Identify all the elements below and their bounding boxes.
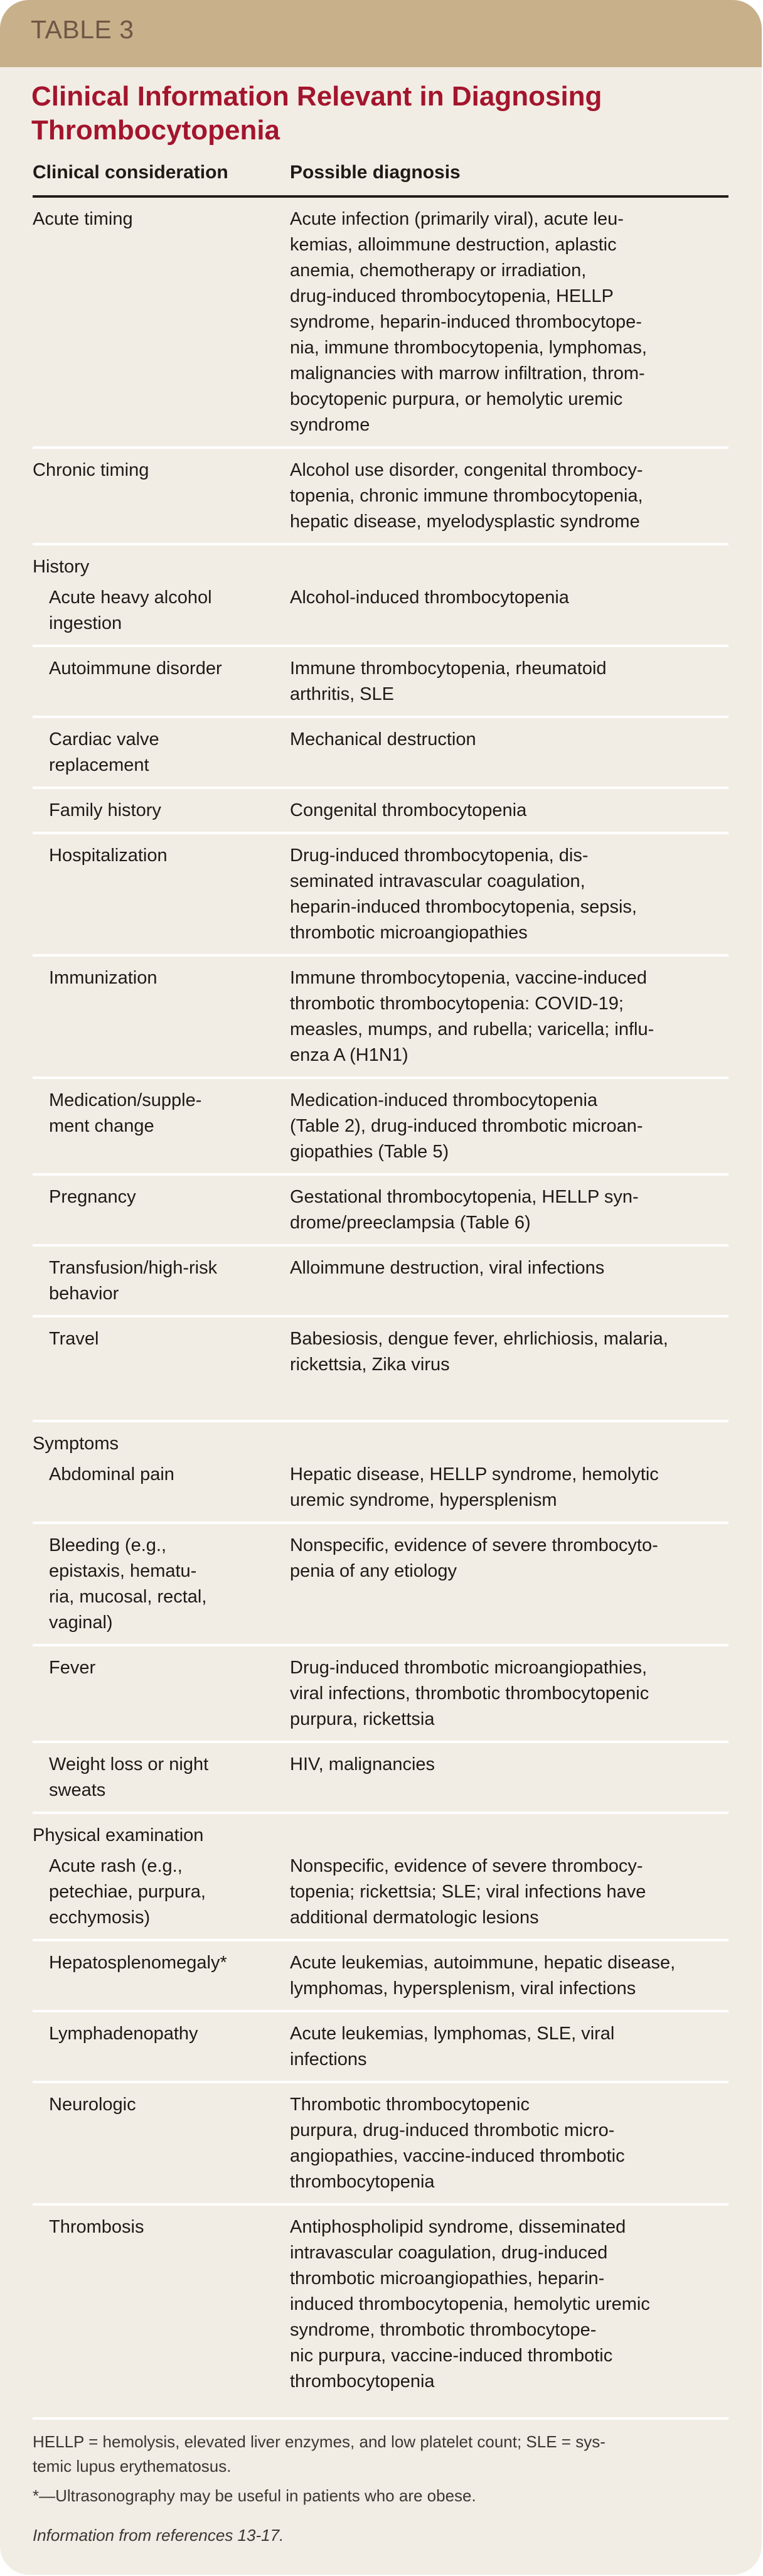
diagnosis-line: anemia, chemotherapy or irradiation,	[290, 260, 587, 281]
consideration-line: behavior	[49, 1284, 119, 1304]
cell-diagnosis	[290, 1752, 728, 1803]
diagnosis-line: Alcohol use disorder, congenital thrombocy-	[290, 460, 643, 480]
consideration-line: ingestion	[49, 613, 122, 633]
diagnosis-line: topenia; rickettsia; SLE; viral infections have	[290, 1882, 646, 1902]
table-number: TABLE 3	[31, 15, 134, 44]
consideration-line: ment change	[49, 1116, 154, 1136]
table-row	[33, 198, 728, 449]
cell-consideration	[33, 1655, 290, 1732]
diagnosis-line: HIV, malignancies	[290, 1754, 435, 1774]
diagnosis-line: thrombotic microangiopathies	[290, 923, 528, 943]
table-row	[33, 580, 728, 647]
diagnosis-line: Alcohol-induced thrombocytopenia	[290, 588, 569, 608]
table-row	[33, 1524, 728, 1646]
diagnosis-line: nia, immune thrombocytopenia, lymphomas,	[290, 338, 647, 358]
cell-diagnosis	[290, 1326, 728, 1378]
group-header-row	[33, 1814, 728, 1849]
table-title-line: Thrombocytopenia	[31, 115, 280, 146]
cell-consideration	[33, 1255, 290, 1307]
consideration-line: Acute heavy alcohol	[49, 588, 212, 608]
table-row	[33, 1457, 728, 1524]
cell-diagnosis	[290, 207, 728, 438]
consideration-line: Lymphadenopathy	[49, 2024, 198, 2044]
diagnosis-line: purpura, drug-induced thrombotic micro-	[290, 2120, 615, 2140]
diagnosis-line: Drug-induced thrombotic microangiopathies,	[290, 1658, 648, 1678]
cell-diagnosis	[290, 2021, 728, 2073]
consideration-line: Neurologic	[49, 2095, 136, 2115]
diagnosis-line: syndrome	[290, 415, 370, 435]
table-row	[33, 2206, 728, 2420]
diagnosis-line: nic purpura, vaccine-induced thrombotic	[290, 2346, 613, 2366]
consideration-line: Medication/supple-	[49, 1090, 202, 1110]
cell-diagnosis	[290, 1950, 728, 2002]
footnote-source: Information from references 13-17.	[33, 2526, 284, 2545]
diagnosis-line: uremic syndrome, hypersplenism	[290, 1490, 557, 1510]
consideration-line: Chronic timing	[33, 460, 149, 480]
cell-consideration	[33, 207, 290, 438]
table-row	[33, 1079, 728, 1176]
table-body	[33, 198, 728, 2420]
diagnosis-line: thrombotic thrombocytopenia: COVID-19;	[290, 994, 624, 1014]
table-row	[33, 1247, 728, 1318]
diagnosis-line: thrombotic microangiopathies, heparin-	[290, 2268, 605, 2289]
cell-consideration	[33, 585, 290, 636]
diagnosis-line: topenia, chronic immune thrombocytopenia,	[290, 486, 643, 506]
table-row	[33, 789, 728, 834]
cell-consideration	[33, 1854, 290, 1931]
group-label: Symptoms	[33, 1434, 119, 1454]
cell-diagnosis	[290, 1184, 728, 1236]
diagnosis-line: hepatic disease, myelodysplastic syndrome	[290, 512, 640, 532]
diagnosis-line: Antiphospholipid syndrome, disseminated	[290, 2217, 626, 2237]
consideration-line: Thrombosis	[49, 2217, 144, 2237]
table-row	[33, 718, 728, 789]
cell-consideration	[33, 1462, 290, 1513]
diagnosis-line: thrombocytopenia	[290, 2172, 435, 2192]
diagnosis-line: additional dermatologic lesions	[290, 1908, 539, 1928]
diagnosis-line: Mechanical destruction	[290, 729, 476, 749]
group-header-row	[33, 1422, 728, 1457]
cell-consideration	[33, 1533, 290, 1636]
group-label: Physical examination	[33, 1825, 204, 1845]
diagnosis-line: enza A (H1N1)	[290, 1045, 408, 1065]
group-header-row	[33, 545, 728, 580]
table-row	[33, 449, 728, 545]
diagnosis-line: heparin-induced thrombocytopenia, sepsis,	[290, 897, 637, 917]
diagnosis-line: arthritis, SLE	[290, 684, 394, 704]
consideration-line: Hepatosplenomegaly*	[49, 1953, 227, 1973]
table-row	[33, 1176, 728, 1247]
diagnosis-line: penia of any etiology	[290, 1561, 457, 1581]
diagnosis-line: Nonspecific, evidence of severe thrombocy-	[290, 1856, 643, 1876]
cell-consideration	[33, 1326, 290, 1378]
diagnosis-line: purpura, rickettsia	[290, 1709, 435, 1729]
table-row	[33, 2083, 728, 2206]
cell-diagnosis	[290, 458, 728, 535]
consideration-line: Immunization	[49, 968, 157, 988]
consideration-line: ria, mucosal, rectal,	[49, 1587, 207, 1607]
table-title	[31, 80, 728, 148]
table-title-line: Clinical Information Relevant in Diagnosing	[31, 81, 602, 112]
diagnosis-line: syndrome, heparin-induced thrombocytope-	[290, 312, 642, 332]
table-row	[33, 1849, 728, 1941]
consideration-line: Bleeding (e.g.,	[49, 1535, 167, 1555]
cell-consideration	[33, 1088, 290, 1165]
diagnosis-line: Thrombotic thrombocytopenic	[290, 2095, 530, 2115]
consideration-line: Cardiac valve	[49, 729, 159, 749]
diagnosis-line: kemias, alloimmune destruction, aplastic	[290, 235, 617, 255]
diagnosis-line: thrombocytopenia	[290, 2371, 435, 2391]
diagnosis-line: Nonspecific, evidence of severe thrombocyto-	[290, 1535, 658, 1555]
cell-consideration	[33, 656, 290, 707]
diagnosis-line: Medication-induced thrombocytopenia	[290, 1090, 598, 1110]
diagnosis-line: rickettsia, Zika virus	[290, 1355, 450, 1375]
consideration-line: Hospitalization	[49, 845, 168, 866]
column-headers	[33, 160, 729, 185]
diagnosis-line: Acute leukemias, autoimmune, hepatic disease,	[290, 1953, 676, 1973]
cell-diagnosis	[290, 1462, 728, 1513]
diagnosis-line: Congenital thrombocytopenia	[290, 800, 527, 820]
diagnosis-line: measles, mumps, and rubella; varicella; influ-	[290, 1019, 654, 1039]
table-row	[33, 1646, 728, 1743]
table-row	[33, 834, 728, 957]
cell-consideration	[33, 1752, 290, 1803]
diagnosis-line: angiopathies, vaccine-induced thrombotic	[290, 2146, 625, 2166]
cell-diagnosis	[290, 1854, 728, 1931]
diagnosis-line: intravascular coagulation, drug-induced	[290, 2243, 608, 2263]
consideration-line: ecchymosis)	[49, 1908, 151, 1928]
consideration-line: Abdominal pain	[49, 1464, 174, 1484]
column-header-consideration: Clinical consideration	[33, 162, 228, 183]
cell-consideration	[33, 727, 290, 778]
cell-consideration	[33, 458, 290, 535]
consideration-line: replacement	[49, 755, 149, 775]
diagnosis-line: Acute infection (primarily viral), acute leu-	[290, 209, 624, 229]
diagnosis-line: Babesiosis, dengue fever, ehrlichiosis, malaria,	[290, 1329, 668, 1349]
cell-diagnosis	[290, 1533, 728, 1636]
consideration-line: vaginal)	[49, 1613, 113, 1633]
group-label: History	[33, 557, 90, 577]
consideration-line: Acute rash (e.g.,	[49, 1856, 183, 1876]
diagnosis-line: malignancies with marrow infiltration, throm-	[290, 363, 645, 384]
diagnosis-line: lymphomas, hypersplenism, viral infections	[290, 1978, 636, 1999]
table-label-band	[0, 0, 762, 67]
cell-diagnosis	[290, 843, 728, 946]
table-row	[33, 2012, 728, 2083]
diagnosis-line: (Table 2), drug-induced thrombotic microan-	[290, 1116, 643, 1136]
consideration-line: epistaxis, hematu-	[49, 1561, 197, 1581]
footnote-abbreviations	[33, 2430, 729, 2479]
diagnosis-line: drome/preeclampsia (Table 6)	[290, 1213, 531, 1233]
footnote-asterisk: *—Ultrasonography may be useful in patients who are obese.	[33, 2486, 476, 2505]
consideration-line: Transfusion/high-risk	[49, 1258, 218, 1278]
table-row	[33, 1941, 728, 2012]
footnote-line: temic lupus erythematosus.	[33, 2457, 232, 2476]
cell-consideration	[33, 2214, 290, 2395]
diagnosis-line: drug-induced thrombocytopenia, HELLP	[290, 286, 614, 306]
consideration-line: Weight loss or night	[49, 1754, 209, 1774]
consideration-line: Autoimmune disorder	[49, 658, 222, 679]
diagnosis-line: infections	[290, 2049, 367, 2069]
table-footnotes	[33, 2430, 729, 2548]
cell-diagnosis	[290, 1655, 728, 1732]
cell-diagnosis	[290, 2214, 728, 2395]
cell-diagnosis	[290, 727, 728, 778]
cell-diagnosis	[290, 965, 728, 1068]
consideration-line: Acute timing	[33, 209, 133, 229]
consideration-line: Fever	[49, 1658, 96, 1678]
consideration-line: Family history	[49, 800, 161, 820]
diagnosis-line: Alloimmune destruction, viral infections	[290, 1258, 605, 1278]
cell-consideration	[33, 1950, 290, 2002]
cell-diagnosis	[290, 1255, 728, 1307]
consideration-line: sweats	[49, 1780, 106, 1800]
diagnosis-line: Immune thrombocytopenia, rheumatoid	[290, 658, 607, 679]
table-row	[33, 647, 728, 718]
diagnosis-line: giopathies (Table 5)	[290, 1142, 449, 1162]
cell-diagnosis	[290, 656, 728, 707]
table-row	[33, 1318, 728, 1422]
cell-consideration	[33, 2092, 290, 2195]
cell-consideration	[33, 798, 290, 824]
diagnosis-line: syndrome, thrombotic thrombocytope-	[290, 2320, 597, 2340]
diagnosis-line: Acute leukemias, lymphomas, SLE, viral	[290, 2024, 615, 2044]
diagnosis-line: Hepatic disease, HELLP syndrome, hemolytic	[290, 1464, 659, 1484]
cell-diagnosis	[290, 1088, 728, 1165]
consideration-line: Pregnancy	[49, 1187, 136, 1207]
diagnosis-line: Gestational thrombocytopenia, HELLP syn-	[290, 1187, 639, 1207]
diagnosis-line: Drug-induced thrombocytopenia, dis-	[290, 845, 589, 866]
diagnosis-line: Immune thrombocytopenia, vaccine-induced	[290, 968, 648, 988]
cell-consideration	[33, 1184, 290, 1236]
footnote-line: HELLP = hemolysis, elevated liver enzymes, and low platelet count; SLE = sys-	[33, 2432, 606, 2451]
consideration-line: Travel	[49, 1329, 99, 1349]
diagnosis-line: induced thrombocytopenia, hemolytic uremic	[290, 2294, 650, 2314]
table-row	[33, 1743, 728, 1814]
diagnosis-line: bocytopenic purpura, or hemolytic uremic	[290, 389, 623, 409]
column-header-diagnosis: Possible diagnosis	[290, 162, 461, 183]
cell-diagnosis	[290, 585, 728, 636]
consideration-line: petechiae, purpura,	[49, 1882, 206, 1902]
cell-consideration	[33, 965, 290, 1068]
cell-diagnosis	[290, 798, 728, 824]
cell-consideration	[33, 2021, 290, 2073]
diagnosis-line: seminated intravascular coagulation,	[290, 871, 585, 891]
diagnosis-line: viral infections, thrombotic thrombocytopenic	[290, 1683, 649, 1704]
cell-diagnosis	[290, 2092, 728, 2195]
cell-consideration	[33, 843, 290, 946]
table-row	[33, 957, 728, 1079]
